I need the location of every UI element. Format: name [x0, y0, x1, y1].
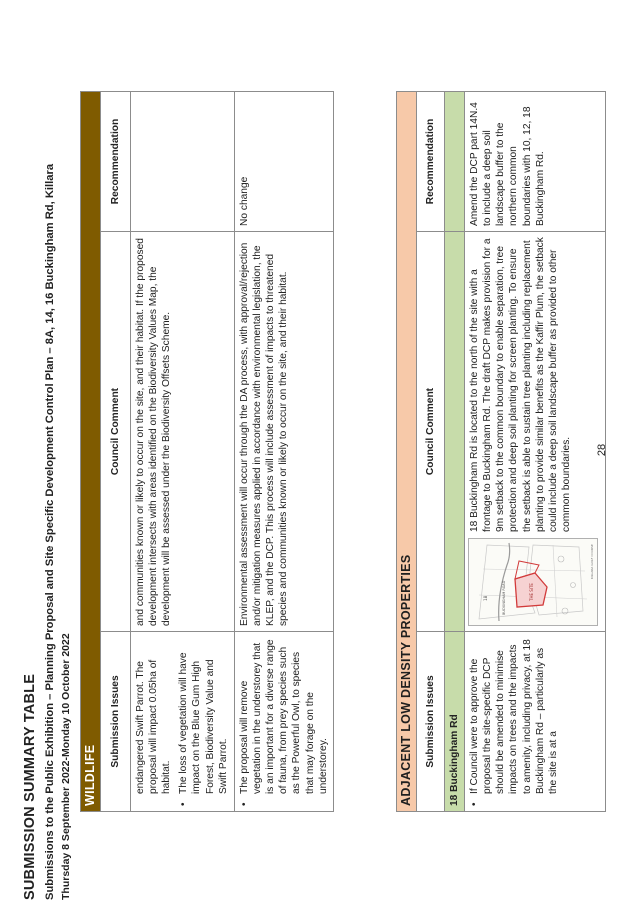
- map-site-label: THE SITE: [529, 583, 535, 601]
- table-row: [131, 92, 235, 812]
- site-map-graphic: [469, 539, 597, 625]
- issue-bullet: • If Council were to approve the proposal the site-specific DCP should be amended to minimise impacts on trees and the impacts to amenity, including privacy, at 18 Buckingham Rd – particularly as the site is at a: [468, 637, 560, 806]
- map-lot-label: 18: [483, 595, 489, 601]
- wildlife-col-recommendation: Recommendation: [101, 92, 131, 232]
- subheading-fill: [445, 232, 465, 632]
- recommendation-cell: [131, 92, 235, 232]
- adjacent-col-recommendation: Recommendation: [417, 91, 445, 231]
- issue-cell: [465, 632, 606, 812]
- wildlife-col-issues: Submission Issues: [101, 632, 131, 812]
- subheading-cell: 18 Buckingham Rd: [445, 632, 465, 812]
- issue-cell: [235, 632, 334, 812]
- comment-cell: and communities known or likely to occur on the site, and their habitat. If the proposed development intersects with areas identified on the Biodiversity Values Map, the development will be assessed under the Biodiversity Offsets Scheme.: [131, 232, 235, 632]
- recommendation-cell: Amend the DCP part 14N.4 to include a deep soil landscape buffer to the northern common boundaries with 10, 12, 18 Buckingham Rd.: [465, 91, 606, 231]
- table-row: [235, 92, 334, 812]
- exhibition-dates: Thursday 8 September 2022-Monday 10 October 2022: [60, 633, 72, 900]
- subheading-fill: [445, 91, 465, 231]
- wildlife-section-title: WILDLIFE: [81, 92, 101, 812]
- document-subtitle: Submissions to the Public Exhibition – Planning Proposal and Site Specific Development Control Plan – 8A, 14, 16 Buckingham Rd, Killara: [44, 163, 56, 900]
- wildlife-table: [80, 91, 334, 812]
- issue-bullet: • The proposal will remove vegetation in the understorey that is an important for a diverse range of fauna, from prey species such as the Powerful Owl, to species that may forage on the understorey.: [238, 637, 330, 806]
- wildlife-col-comment: Council Comment: [101, 232, 131, 632]
- adjacent-table: [396, 91, 606, 812]
- page-number: 28: [596, 443, 608, 457]
- map-road-label: BUCKINGHAM ROAD: [502, 580, 507, 615]
- document-title: SUBMISSION SUMMARY TABLE: [22, 673, 38, 900]
- issue-text: endangered Swift Parrot. The proposal will impact 0.05ha of habitat.: [135, 659, 173, 794]
- recommendation-cell: No change: [235, 92, 334, 232]
- comment-text: 18 Buckingham Rd is located to the north of the site with a frontage to Buckingham Rd. The draft DCP makes provision for a 9m setback to the common boundary to enable separation, tree protection and deep soil planting for screen planting. To ensure the setback is able to sustain tree planting including replacement planting to provide similar benefits as the Kaffir Plum, the setback could include a deep soil landscape buffer as provided to other common boundaries.: [469, 237, 572, 532]
- adjacent-col-issues: Submission Issues: [417, 632, 445, 812]
- adjacent-col-comment: Council Comment: [417, 232, 445, 632]
- site-location-map: [468, 538, 598, 626]
- issue-cell: [131, 632, 235, 812]
- adjacent-section-title: ADJACENT LOW DENSITY PROPERTIES: [397, 91, 417, 811]
- comment-cell: [465, 232, 606, 632]
- table-row: [465, 91, 606, 811]
- issue-bullet: • The loss of vegetation will have impact on the Blue Gum High Forest, Biodiversity Value and Swift Parrot.: [177, 637, 229, 806]
- map-footer-label: KILLARA GOLF COURSE: [590, 544, 595, 579]
- comment-cell: Environmental assessment will occur through the DA process, with approval/rejection and/or mitigation measures applied in accordance with environmental legislation, the KLEP, and the DCP. This process will include assessment of impacts to threatened species and communities known or likely to occur on the site, and their habitat.: [235, 232, 334, 632]
